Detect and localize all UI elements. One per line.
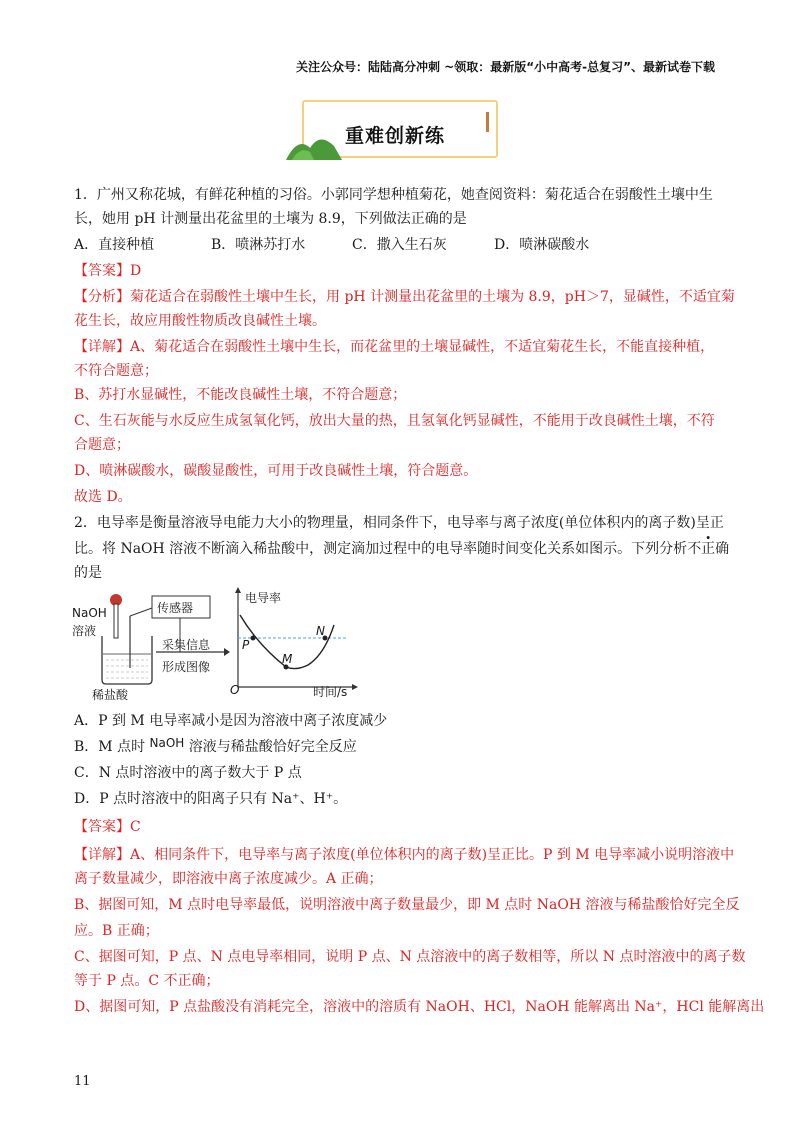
hill-icon [284,128,344,162]
point-n-label: N [316,624,325,638]
q2-detail-line-5: C、据图可知，P 点、N 点电导率相同，说明 P 点、N 点溶液中的离子数相等，所以 N 点时溶液中的离子数 [74,949,746,965]
q1-stem-line-1: 1．广州又称花城，有鲜花种植的习俗。小郭同学想种植菊花，她查阅资料：菊花适合在弱酸性土壤中生 [74,187,713,203]
q1-answer: 【答案】D [74,263,142,279]
origin-label: O [230,683,240,697]
q2-choice-b-naoh: NaOH [149,736,185,750]
q2-emphasis-incorrect: 不正确 [687,541,730,557]
solution-label: 溶液 [72,624,97,638]
q1-conclusion: 故选 D。 [74,489,132,505]
naoh-label: NaOH [72,606,107,620]
q2-stem-line-2 [74,539,729,559]
q2-detail-line-3: B、据图可知，M 点时电导率最低，说明溶液中离子数量最少，即 M 点时 NaOH 溶液与稀盐酸恰好完全反 [74,897,740,913]
q1-detail-line-6: D、喷淋碳酸水，碳酸显酸性，可用于改良碱性土壤，符合题意。 [74,463,478,479]
q2-choice-d: D．P 点时溶液中的阳离子只有 Na⁺、H⁺。 [74,791,348,807]
q2-stem-line-1: 2．电导率是衡量溶液导电能力大小的物理量，相同条件下，电导率与离子浓度(单位体积内的离子数)呈正 [74,515,724,531]
q1-choice-a: A．直接种植 [74,237,155,253]
q1-detail-line-5: 合题意； [74,437,130,453]
q1-detail-line-2: 不符合题意； [74,363,158,379]
acid-label: 稀盐酸 [92,688,129,702]
point-p-label: P [242,638,250,652]
q1-analysis-line-2: 花生长，故应用酸性物质改良碱性土壤。 [74,313,326,329]
q2-answer: 【答案】C [74,819,141,835]
q1-choice-d: D．喷淋碳酸水 [494,237,590,253]
dropper-tube-icon [114,604,118,638]
q2-detail-line-6: 等于 P 点。C 不正确； [74,973,220,989]
point-p-marker [251,636,256,641]
x-axis-label: 时间/s [313,685,348,699]
section-title: 重难创新练 [345,125,446,147]
point-m-label: M [282,652,293,666]
q2-choice-b [74,737,357,757]
q2-detail-line-4: 应。B 正确； [74,923,159,939]
q2-choice-a: A．P 到 M 电导率减小是因为溶液中离子浓度减少 [74,713,388,729]
q1-detail-line-1: 【详解】A、菊花适合在弱酸性土壤中生长，而花盆里的土壤显碱性，不适宜菊花生长，不能直接种植， [74,339,715,355]
q2-detail-line-1: 【详解】A、相同条件下，电导率与离子浓度(单位体积内的离子数)呈正比。P 到 M 电导率减小说明溶液中 [74,847,735,863]
page-number: 11 [74,1074,91,1089]
q1-detail-line-4: C、生石灰能与水反应生成氢氧化钙，放出大量的热，且氢氧化钙显碱性，不能用于改良碱性土壤，不符 [74,413,715,429]
sensor-wire-icon [130,608,152,616]
y-axis-label: 电导率 [245,591,282,605]
q2-detail-line-2: 离子数量减少，即溶液中离子浓度减少。A 正确； [74,871,383,887]
banner-accent-icon [484,112,492,134]
q2-choice-b-pre: B．M 点时 [74,739,150,755]
q1-choice-b: B．喷淋苏打水 [211,237,306,253]
sensor-label: 传感器 [157,601,194,615]
arrow-label-top: 采集信息 [162,638,211,652]
q1-detail-line-3: B、苏打水显碱性，不能改良碱性土壤，不符合题意； [74,387,407,403]
header-note: 关注公众号：陆陆高分冲刺 ~领取：最新版“小中高考-总复习”、最新试卷下载 [296,60,715,74]
q2-choice-b-post: 溶液与稀盐酸恰好完全反应 [184,739,357,755]
q2-stem-line-3: 的是 [74,565,102,581]
q1-analysis-line-1: 【分析】菊花适合在弱酸性土壤中生长，用 pH 计测量出花盆里的土壤为 8.9，pH＞7，显碱性，不适宜菊 [74,289,735,305]
arrow-label-bottom: 形成图像 [162,660,211,674]
q2-choice-c: C．N 点时溶液中的离子数大于 P 点 [74,765,302,781]
q1-choice-c: C．撒入生石灰 [352,237,447,253]
q2-stem-line-2-text: 比。将 NaOH 溶液不断滴入稀盐酸中，测定滴加过程中的电导率随时间变化关系如图示。下列分析 [74,541,688,557]
q1-stem-line-2: 长，她用 pH 计测量出花盆里的土壤为 8.9，下列做法正确的是 [74,211,467,227]
q2-detail-line-7: D、据图可知，P 点盐酸没有消耗完全，溶液中的溶质有 NaOH、HCl，NaOH 能解离出 Na⁺，HCl 能解离出 [74,999,765,1015]
